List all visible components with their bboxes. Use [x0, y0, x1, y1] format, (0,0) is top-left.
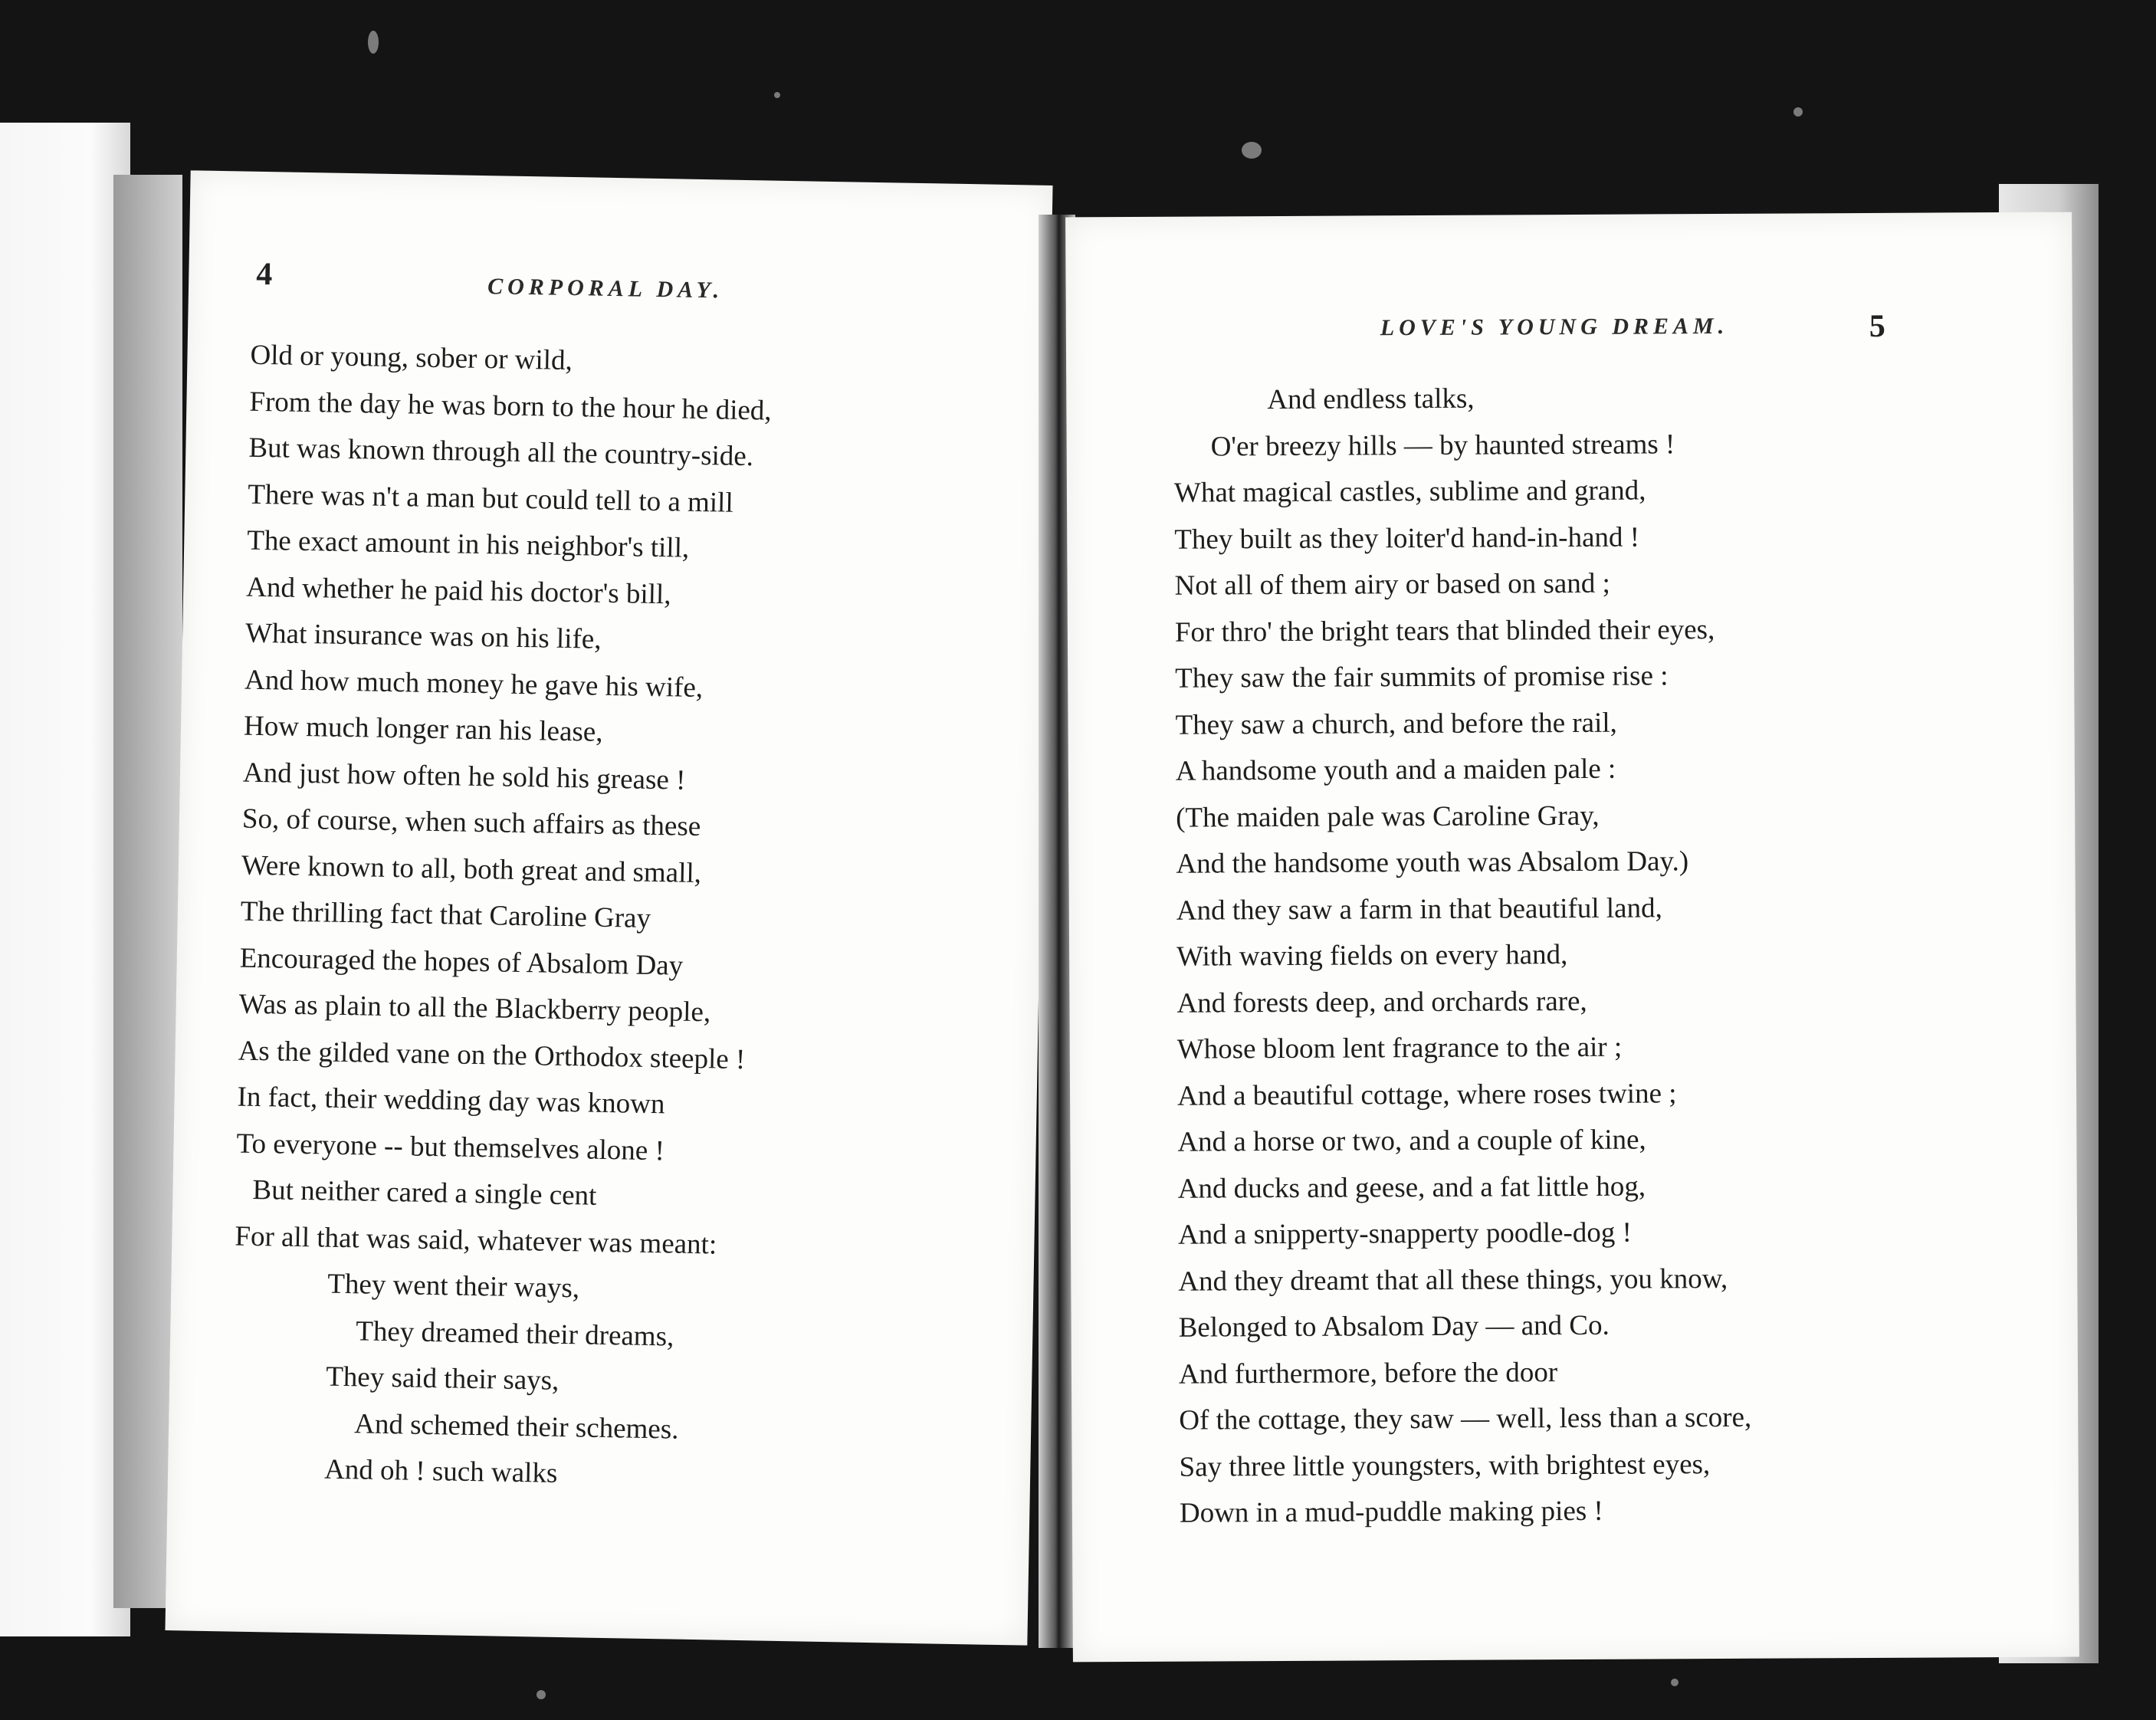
dust-speck — [537, 1690, 546, 1699]
poem-line: They built as they loiter'd hand-in-hand ! — [1174, 521, 1640, 556]
poem-line: And how much money he gave his wife, — [244, 664, 704, 704]
poem-line: What magical castles, sublime and grand, — [1173, 474, 1646, 509]
poem-line: O'er breezy hills — by haunted streams ! — [1210, 428, 1675, 462]
poem-line: And just how often he sold his grease ! — [242, 757, 686, 796]
poem-line: In fact, their wedding day was known — [237, 1081, 665, 1121]
poem-line: How much longer ran his lease, — [243, 710, 603, 748]
poem-line: And a horse or two, and a couple of kine, — [1177, 1124, 1646, 1158]
running-head: LOVE'S YOUNG DREAM. — [1380, 313, 1729, 341]
poem-line: What insurance was on his life, — [244, 617, 602, 655]
poem-line: And endless talks, — [1267, 382, 1475, 416]
page-number: 4 — [255, 256, 273, 293]
poem-line: To everyone -- but themselves alone ! — [236, 1128, 665, 1167]
book-edge-left — [0, 123, 130, 1636]
dust-speck — [1793, 107, 1803, 117]
poem-line: Down in a mud-puddle making pies ! — [1179, 1495, 1603, 1529]
poem-line: And ducks and geese, and a fat little hog, — [1177, 1170, 1646, 1205]
left-page — [165, 170, 1052, 1645]
poem-line: There was n't a man but could tell to a mill — [247, 478, 734, 519]
poem-line: As the gilded vane on the Orthodox steeple ! — [238, 1035, 746, 1075]
dust-speck — [368, 31, 379, 54]
poem-line: They saw the fair summits of promise rise : — [1175, 660, 1669, 694]
poem-line: They said their says, — [325, 1361, 560, 1397]
poem-line: They dreamed their dreams, — [355, 1315, 674, 1353]
poem-text — [231, 333, 773, 1501]
poem-line: They went their ways, — [327, 1268, 580, 1305]
dust-speck — [774, 92, 780, 98]
poem-line: And they dreamt that all these things, you know, — [1178, 1262, 1728, 1298]
poem-line: Encouraged the hopes of Absalom Day — [239, 942, 684, 982]
poem-line: For thro' the bright tears that blinded their eyes, — [1174, 613, 1715, 648]
poem-line: And a beautiful cottage, where roses twine ; — [1176, 1077, 1677, 1112]
poem-line: They saw a church, and before the rail, — [1175, 707, 1617, 741]
poem-line: And forests deep, and orchards rare, — [1176, 985, 1587, 1019]
poem-line: Was as plain to all the Blackberry people, — [238, 988, 711, 1029]
poem-line: From the day he was born to the hour he died, — [249, 386, 772, 427]
poem-line: With waving fields on every hand, — [1176, 939, 1568, 973]
dust-speck — [1671, 1679, 1679, 1686]
dust-speck — [1242, 142, 1262, 159]
poem-line: (The maiden pale was Caroline Gray, — [1176, 799, 1600, 834]
right-page — [1065, 212, 2079, 1663]
poem-line: And a snipperty-snapperty poodle-dog ! — [1177, 1216, 1632, 1251]
poem-line: Of the cottage, they saw — well, less than a score, — [1179, 1401, 1752, 1436]
poem-line: Belonged to Absalom Day — and Co. — [1178, 1309, 1610, 1344]
page-number: 5 — [1869, 308, 1885, 344]
poem-line: Say three little youngsters, with brightest eyes, — [1179, 1448, 1711, 1483]
poem-line: And whether he paid his doctor's bill, — [245, 571, 671, 610]
poem-line: For all that was said, whatever was meant: — [235, 1220, 717, 1261]
poem-line: And furthermore, before the door — [1178, 1356, 1558, 1390]
poem-line: But was known through all the country-side. — [248, 432, 754, 473]
poem-line: A handsome youth and a maiden pale : — [1175, 753, 1616, 787]
poem-line: And oh ! such walks — [323, 1453, 558, 1489]
poem-line: And the handsome youth was Absalom Day.) — [1176, 845, 1689, 880]
poem-line: The thrilling fact that Caroline Gray — [240, 895, 651, 934]
poem-line: And they saw a farm in that beautiful land, — [1176, 891, 1662, 927]
poem-line: Old or young, sober or wild, — [250, 339, 573, 377]
poem-line: Whose bloom lent fragrance to the air ; — [1176, 1031, 1623, 1065]
poem-line: But neither cared a single cent — [252, 1173, 597, 1212]
poem-line: Not all of them airy or based on sand ; — [1174, 567, 1610, 602]
running-head: CORPORAL DAY. — [487, 274, 724, 304]
poem-line: Were known to all, both great and small, — [241, 849, 702, 889]
poem-line: The exact amount in his neighbor's till, — [246, 524, 690, 564]
poem-line: And schemed their schemes. — [353, 1407, 679, 1446]
poem-line: So, of course, when such affairs as these — [241, 803, 701, 843]
poem-text — [1173, 375, 1752, 1537]
